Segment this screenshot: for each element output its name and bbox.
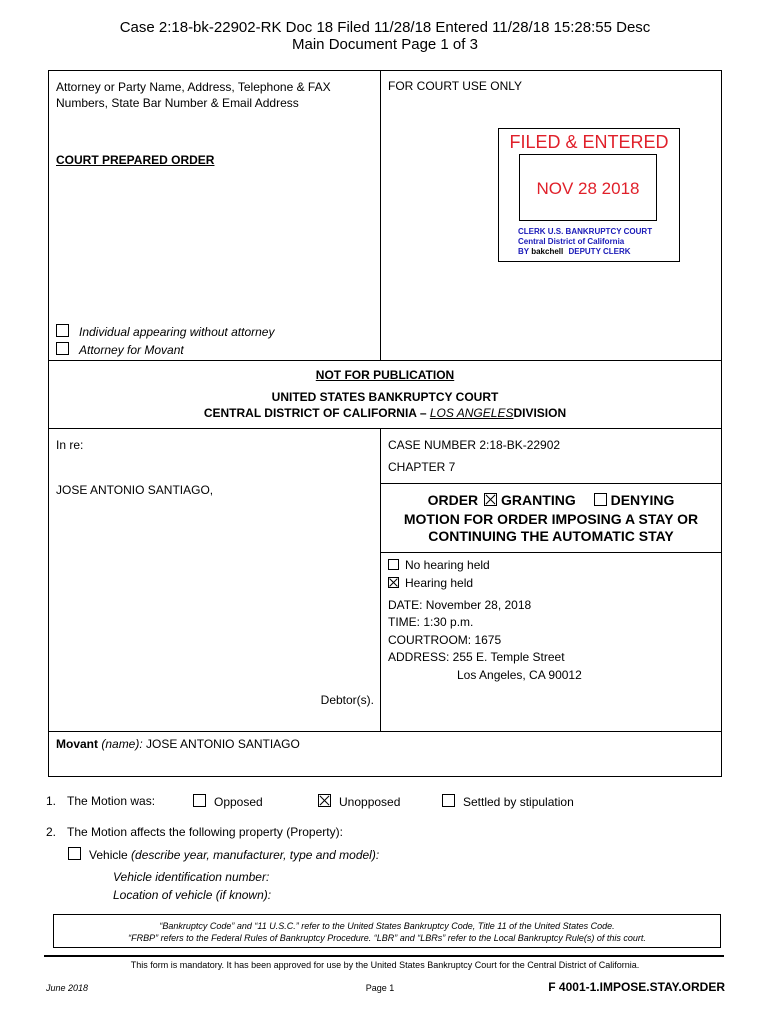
hearing-held-label: Hearing held (405, 576, 474, 590)
option-individual[interactable] (56, 324, 274, 339)
option-hearing-held[interactable] (388, 576, 473, 590)
in-re-label: In re: (56, 438, 84, 452)
debtor-label: Debtor(s). (320, 693, 374, 707)
option-vehicle[interactable] (68, 847, 379, 862)
unopposed-label: Unopposed (339, 795, 401, 809)
hearing-courtroom: COURTROOM: 1675 (388, 633, 502, 647)
vehicle-hint: (describe year, manufacturer, type and model): (131, 848, 380, 862)
order-title-line3: CONTINUING THE AUTOMATIC STAY (428, 528, 674, 544)
footer-mandatory: This form is mandatory. It has been approved for use by the United States Bankruptcy Court for the Central District of California. (130, 960, 640, 970)
settled-label: Settled by stipulation (463, 795, 574, 809)
notice-line2: “FRBP” refers to the Federal Rules of Bankruptcy Procedure. “LBR” and “LBRs” refer to the Local Bankruptcy Rule(s) of this court. (128, 933, 646, 943)
checkbox-granting[interactable] (484, 493, 497, 506)
checkbox-denying[interactable] (594, 493, 607, 506)
checkbox-settled[interactable] (442, 794, 455, 807)
court-prepared-order: COURT PREPARED ORDER (56, 153, 215, 167)
stamp-date: NOV 28 2018 (536, 179, 640, 198)
attorney-info-label: Attorney or Party Name, Address, Telephone & FAX Numbers, State Bar Number & Email Address (56, 80, 331, 110)
option-opposed[interactable] (193, 794, 263, 809)
item1-text: The Motion was: (67, 794, 156, 808)
opposed-label: Opposed (214, 795, 263, 809)
court-use-label: FOR COURT USE ONLY (388, 79, 523, 93)
item2-text: The Motion affects the following property (Property): (67, 825, 343, 839)
court-division: CENTRAL DISTRICT OF CALIFORNIA – LOS ANGELESDIVISION (203, 406, 567, 420)
debtor-name: JOSE ANTONIO SANTIAGO, (56, 483, 214, 497)
vehicle-location: Location of vehicle (if known): (113, 888, 272, 902)
stamp-date-box (519, 154, 657, 221)
hearing-address1: ADDRESS: 255 E. Temple Street (388, 650, 565, 664)
case-header-line1: Case 2:18-bk-22902-RK Doc 18 Filed 11/28/18 Entered 11/28/18 15:28:55 Desc (119, 19, 651, 36)
granting-label: GRANTING (501, 492, 576, 508)
definitions-notice (53, 914, 721, 948)
vehicle-label: Vehicle (89, 848, 128, 862)
filed-entered-stamp (498, 128, 680, 262)
movant-name-hint: (name): (101, 737, 143, 751)
item1-number: 1. (46, 794, 57, 808)
checkbox-attorney-for-movant[interactable] (56, 342, 69, 355)
option-attorney-for-movant[interactable] (56, 342, 184, 357)
movant-name: JOSE ANTONIO SANTIAGO (146, 737, 300, 751)
hearing-date: DATE: November 28, 2018 (388, 598, 532, 612)
checkbox-opposed[interactable] (193, 794, 206, 807)
order-word: ORDER (427, 492, 479, 508)
denying-label: DENYING (610, 492, 675, 508)
stamp-clerk-line3 (518, 247, 631, 257)
division-city: LOS ANGELES (429, 406, 514, 420)
footer-form-id: F 4001-1.IMPOSE.STAY.ORDER (548, 980, 725, 994)
order-title-line2: MOTION FOR ORDER IMPOSING A STAY OR (403, 511, 699, 527)
order-title-line1 (381, 491, 721, 509)
division-suffix: DIVISION (513, 406, 567, 420)
option-unopposed[interactable] (318, 794, 400, 809)
checkbox-individual[interactable] (56, 324, 69, 337)
footer-date: June 2018 (46, 983, 89, 993)
stamp-title: FILED & ENTERED (509, 132, 669, 152)
option-settled[interactable] (442, 794, 574, 809)
checkbox-hearing-held[interactable] (388, 577, 399, 588)
option-attorney-label: Attorney for Movant (79, 343, 184, 357)
checkbox-vehicle[interactable] (68, 847, 81, 860)
vehicle-vin: Vehicle identification number: (113, 870, 270, 884)
notice-line1: “Bankruptcy Code” and “11 U.S.C.” refer to the United States Bankruptcy Code, Title 11 of the United States Code. (159, 921, 615, 931)
not-for-publication: NOT FOR PUBLICATION (315, 368, 455, 382)
item2-number: 2. (46, 825, 57, 839)
option-no-hearing[interactable] (388, 558, 490, 572)
checkbox-unopposed[interactable] (318, 794, 331, 807)
stamp-clerk-line1: CLERK U.S. BANKRUPTCY COURT (518, 227, 653, 236)
case-number: CASE NUMBER 2:18-BK-22902 (388, 438, 561, 452)
stamp-clerk-name: bakchell (531, 247, 564, 256)
hearing-time: TIME: 1:30 p.m. (388, 615, 474, 629)
stamp-clerk-role: DEPUTY CLERK (568, 247, 631, 256)
court-name: UNITED STATES BANKRUPTCY COURT (271, 390, 499, 404)
hearing-address2: Los Angeles, CA 90012 (457, 668, 582, 682)
option-individual-label: Individual appearing without attorney (79, 325, 275, 339)
movant-label: Movant (56, 737, 98, 751)
case-header-line2: Main Document Page 1 of 3 (292, 36, 478, 53)
footer-rule (44, 955, 724, 957)
movant-line (56, 737, 300, 751)
no-hearing-label: No hearing held (405, 558, 490, 572)
stamp-by: BY (518, 247, 529, 256)
stamp-clerk-line2: Central District of California (518, 237, 625, 246)
checkbox-no-hearing[interactable] (388, 559, 399, 570)
footer-page: Page 1 (365, 983, 395, 993)
chapter: CHAPTER 7 (388, 460, 456, 474)
